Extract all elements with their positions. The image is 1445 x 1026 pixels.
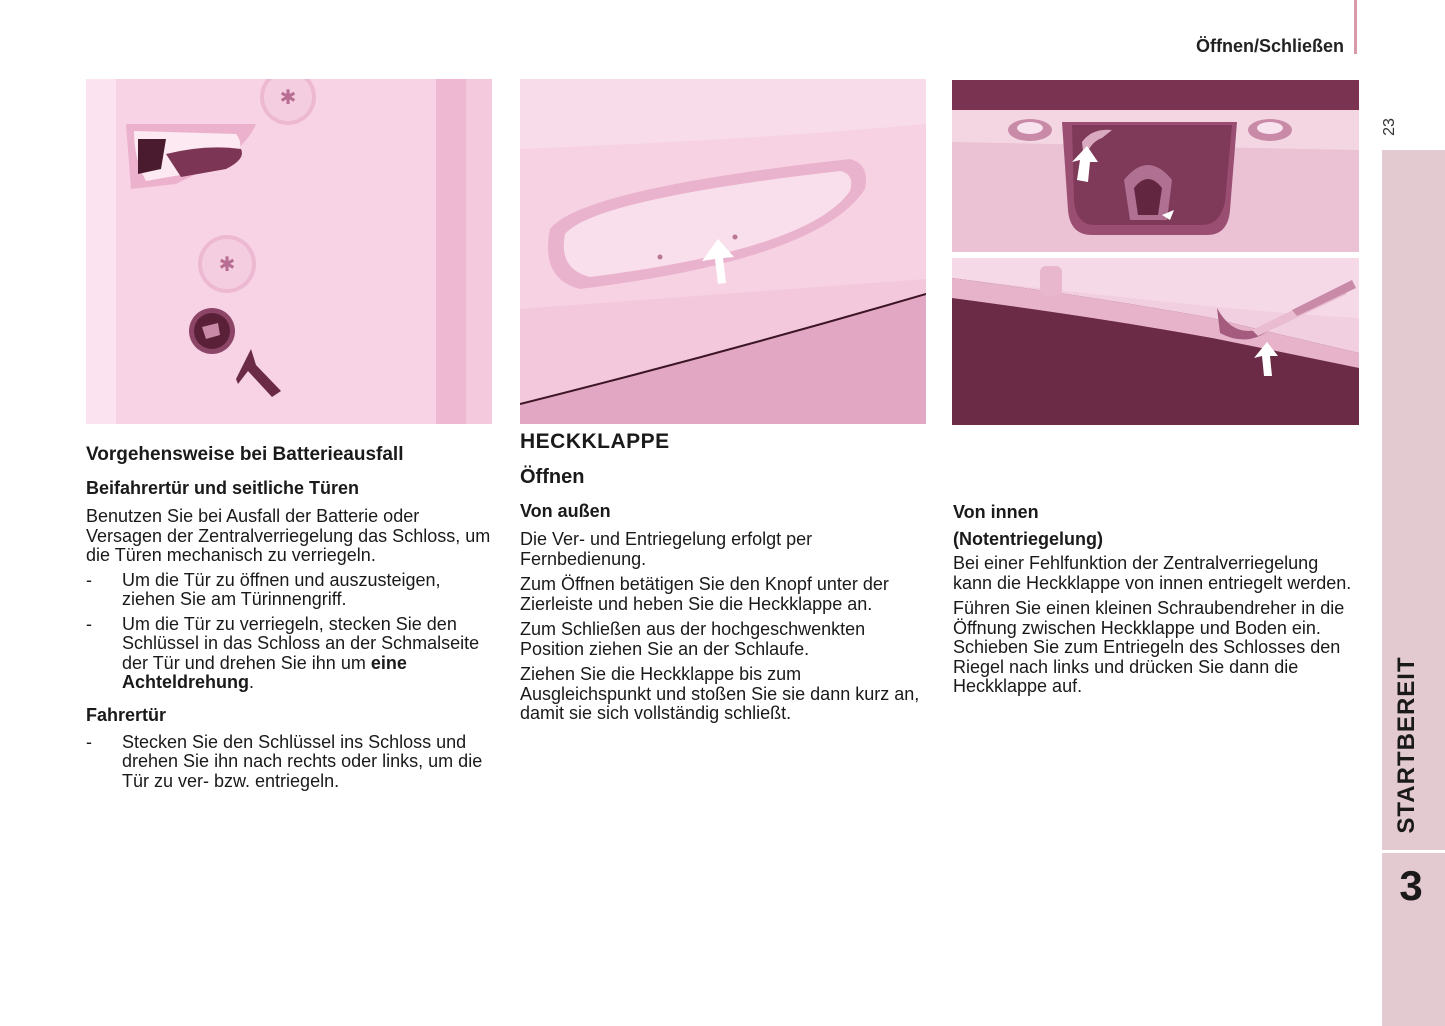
bullet-text: Um die Tür zu öffnen und auszusteigen, ziehen Sie am Türinnengriff. xyxy=(122,569,441,609)
paragraph-close-loop: Zum Schließen aus der hochgeschwenkten Position ziehen Sie an der Schlaufe. xyxy=(520,619,866,659)
bullet-marker: - xyxy=(86,569,92,590)
subheading-from-outside: Von außen xyxy=(520,501,611,521)
subheading-passenger-doors: Beifahrertür und seitliche Türen xyxy=(86,478,360,498)
list-item xyxy=(86,733,496,792)
subheading-driver-door: Fahrertür xyxy=(86,704,167,725)
emergency-release-illustration xyxy=(952,258,1359,425)
bullet-emphasis: eine Achteldrehung xyxy=(122,652,407,692)
left-column xyxy=(86,444,496,791)
page-header-title: Öffnen/Schließen xyxy=(1195,36,1344,56)
middle-column xyxy=(520,430,930,724)
bullet-text: Stecken Sie den Schlüssel ins Schloss und drehen Sie ihn nach rechts oder links, um die Tür zu ver- bzw. entriegeln. xyxy=(122,731,483,791)
section-title-battery: Vorgehensweise bei Batterieausfall xyxy=(86,444,404,465)
internal-lock-illustration xyxy=(952,80,1359,252)
bullet-text: Um die Tür zu verriegeln, stecken Sie den Schlüssel in das Schloss an der Schmalseite der Tür und drehen Sie ihn um xyxy=(122,613,480,673)
bullet-text-end: . xyxy=(249,672,255,692)
bullet-marker: - xyxy=(86,613,92,634)
page-number: 23 xyxy=(1381,118,1398,136)
paragraph-close-push: Ziehen Sie die Heckklappe bis zum Ausgleichspunkt und stoßen Sie sie dann kurz an, damit sie sich vollständig schließt. xyxy=(520,664,920,723)
paragraph-malfunction: Bei einer Fehlfunktion der Zentralverriegelung kann die Heckklappe von innen entriegelt werden. xyxy=(953,553,1352,593)
svg-text:✱: ✱ xyxy=(218,252,236,276)
subheading-opening: Öffnen xyxy=(520,466,585,488)
paragraph-open-button: Zum Öffnen betätigen Sie den Knopf unter der Zierleiste und heben Sie die Heckklappe an. xyxy=(520,574,889,614)
tailgate-handle-illustration xyxy=(520,79,926,424)
section-title-tailgate: HECKKLAPPE xyxy=(520,430,670,453)
svg-text:✱: ✱ xyxy=(279,85,297,109)
paragraph-screwdriver: Führen Sie einen kleinen Schraubendreher in die Öffnung zwischen Heckklappe und Boden ein. Schieben Sie zum Entriegeln des Schlosses den Riegel nach links und drücken Sie dann die Heckklappe auf. xyxy=(953,598,1345,696)
door-lock-illustration xyxy=(86,79,492,424)
bullet-marker: - xyxy=(86,731,92,752)
list-item xyxy=(86,571,496,610)
chapter-number: 3 xyxy=(1399,862,1423,909)
subheading-emergency-release: (Notentriegelung) xyxy=(953,529,1103,549)
paragraph-remote: Die Ver- und Entriegelung erfolgt per Fernbedienung. xyxy=(520,529,813,569)
paragraph-battery-intro: Benutzen Sie bei Ausfall der Batterie oder Versagen der Zentralverriegelung das Schloss, um die Türen mechanisch zu verriegeln. xyxy=(86,506,491,565)
chapter-label: STARTBEREIT xyxy=(1393,656,1420,834)
list-item xyxy=(86,615,496,693)
subheading-from-inside: Von innen xyxy=(953,502,1039,522)
header-divider xyxy=(1354,0,1357,54)
right-column xyxy=(953,502,1353,697)
